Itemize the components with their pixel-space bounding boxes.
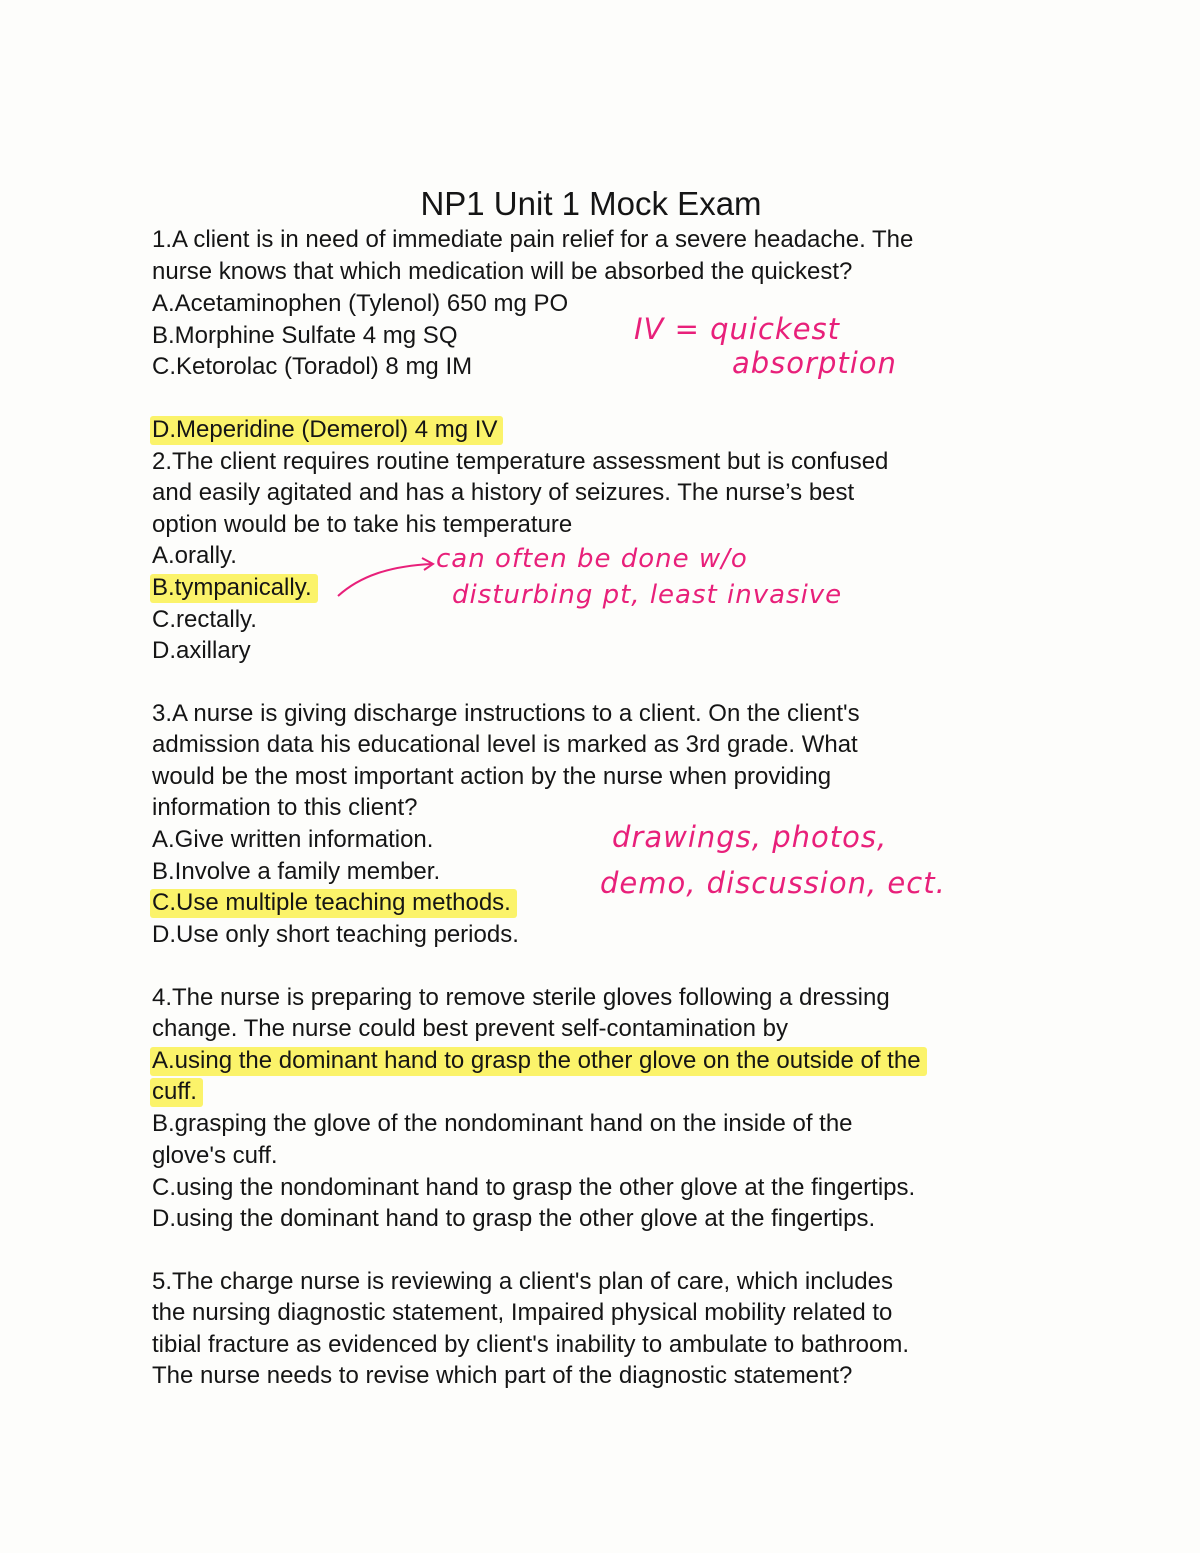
question-4-option-b-line-2: glove's cuff.: [152, 1142, 278, 1169]
question-2-option-b-highlighted: [152, 572, 318, 603]
question-1-option-d-highlighted: [152, 414, 503, 445]
question-4-stem-line-2: change. The nurse could best prevent self-contamination by: [152, 1015, 788, 1042]
question-2-stem-line-2: and easily agitated and has a history of seizures. The nurse’s best: [152, 479, 855, 506]
highlight-mark: A.using the dominant hand to grasp the other glove on the outside of the: [150, 1047, 927, 1076]
question-4-option-b-line-1: B.grasping the glove of the nondominant hand on the inside of the: [152, 1110, 853, 1137]
handwritten-note-q3-line-1: drawings, photos,: [612, 820, 888, 854]
question-2-option-d: D.axillary: [152, 637, 251, 664]
question-1-option-b: B.Morphine Sulfate 4 mg SQ: [152, 322, 458, 349]
question-3-option-d: D.Use only short teaching periods.: [152, 921, 519, 948]
question-4-option-d: D.using the dominant hand to grasp the other glove at the fingertips.: [152, 1205, 876, 1232]
handwritten-note-q2-line-2: disturbing pt, least invasive: [452, 580, 843, 610]
highlight-mark: D.Meperidine (Demerol) 4 mg IV: [150, 416, 503, 445]
question-2-option-c: C.rectally.: [152, 606, 257, 633]
handwritten-note-q1-line-1: IV = quickest: [634, 312, 841, 346]
highlight-mark: cuff.: [150, 1078, 203, 1107]
highlight-mark: C.Use multiple teaching methods.: [150, 889, 517, 918]
question-1-stem-line-2: nurse knows that which medication will be absorbed the quickest?: [152, 258, 853, 285]
question-3-stem-line-2: admission data his educational level is marked as 3rd grade. What: [152, 731, 858, 758]
question-1-option-a: A.Acetaminophen (Tylenol) 650 mg PO: [152, 290, 569, 317]
question-4-option-c: C.using the nondominant hand to grasp the other glove at the fingertips.: [152, 1174, 916, 1201]
question-3-stem-line-1: 3.A nurse is giving discharge instructions to a client. On the client's: [152, 700, 860, 727]
question-5-stem-line-1: 5.The charge nurse is reviewing a client's plan of care, which includes: [152, 1268, 893, 1295]
question-4-option-a-highlighted-line-1: [152, 1045, 927, 1076]
question-5-stem-line-4: The nurse needs to revise which part of the diagnostic statement?: [152, 1362, 853, 1389]
question-1-stem-line-1: 1.A client is in need of immediate pain relief for a severe headache. The: [152, 226, 914, 253]
question-2-stem-line-1: 2.The client requires routine temperature assessment but is confused: [152, 448, 889, 475]
handwritten-arrow-icon: [330, 550, 440, 610]
handwritten-note-q1-line-2: absorption: [732, 346, 897, 380]
question-5-stem-line-2: the nursing diagnostic statement, Impaired physical mobility related to: [152, 1299, 893, 1326]
question-4-stem-line-1: 4.The nurse is preparing to remove sterile gloves following a dressing: [152, 984, 890, 1011]
highlight-mark: B.tympanically.: [150, 574, 318, 603]
handwritten-note-q2-line-1: can often be done w/o: [436, 544, 748, 574]
question-3-stem-line-4: information to this client?: [152, 794, 418, 821]
question-2-option-a: A.orally.: [152, 542, 237, 569]
question-3-option-b: B.Involve a family member.: [152, 858, 441, 885]
handwritten-note-q3-line-2: demo, discussion, ect.: [600, 866, 946, 900]
page-title: NP1 Unit 1 Mock Exam: [420, 185, 762, 222]
question-3-stem-line-3: would be the most important action by the nurse when providing: [152, 763, 832, 790]
question-2-stem-line-3: option would be to take his temperature: [152, 511, 573, 538]
question-5-stem-line-3: tibial fracture as evidenced by client's inability to ambulate to bathroom.: [152, 1331, 909, 1358]
question-3-option-a: A.Give written information.: [152, 826, 434, 853]
question-4-option-a-highlighted-line-2: [152, 1076, 203, 1107]
question-1-option-c: C.Ketorolac (Toradol) 8 mg IM: [152, 353, 473, 380]
question-3-option-c-highlighted: [152, 887, 517, 918]
